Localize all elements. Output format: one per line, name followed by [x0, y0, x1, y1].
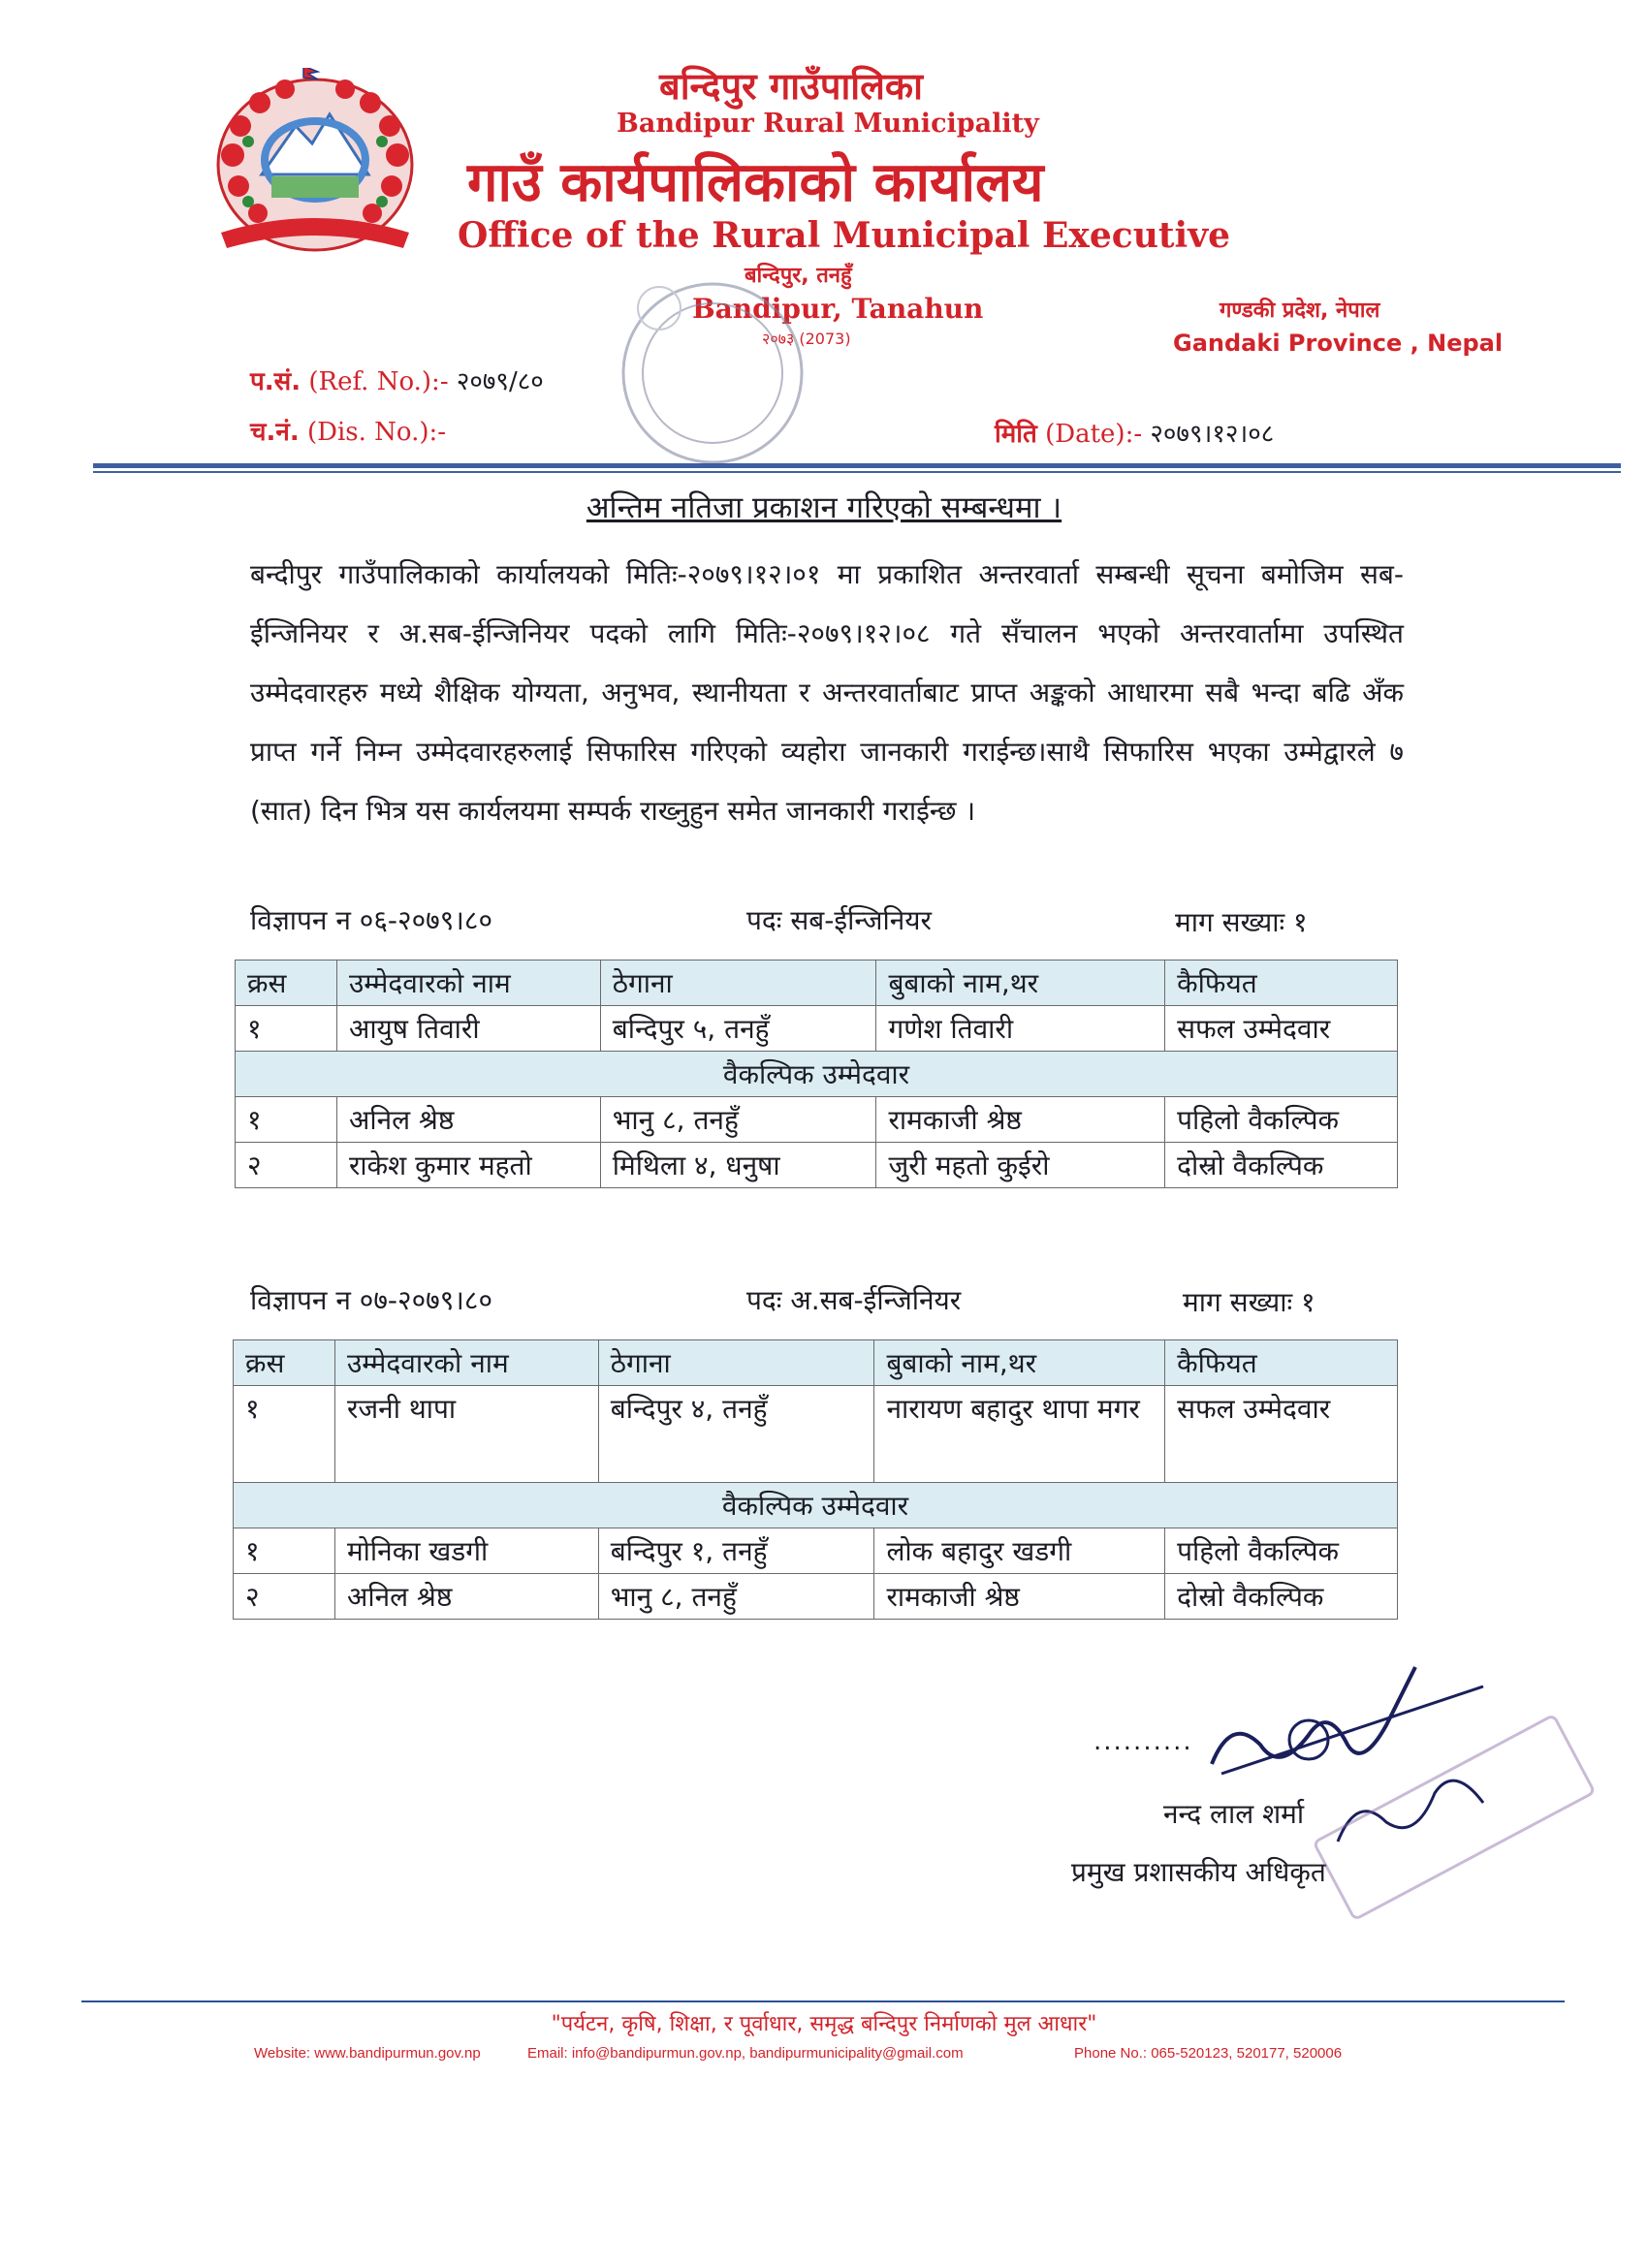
- results-table-1: [235, 960, 1398, 1188]
- footer-phone: Phone No.: 065-520123, 520177, 520006: [1074, 2045, 1343, 2062]
- cell-name: रजनी थापा: [334, 1386, 598, 1483]
- table-row: [236, 1097, 1398, 1143]
- header-divider: [93, 463, 1621, 468]
- letter-date: मिति (Date):- २०७९।१२।०८: [995, 420, 1275, 449]
- footer-divider: [81, 2000, 1565, 2002]
- office-name-np: गाउँ कार्यपालिकाको कार्यालय: [467, 151, 1044, 214]
- signature-line: ..........: [1093, 1727, 1193, 1756]
- cell-remarks: सफल उम्मेदवार: [1165, 1006, 1398, 1052]
- letter-subject: अन्तिम नतिजा प्रकाशन गरिएको सम्बन्धमा ।: [586, 490, 1062, 525]
- cell-remarks: दोस्रो वैकल्पिक: [1165, 1574, 1398, 1620]
- table-header-row: [236, 961, 1398, 1006]
- footer-email: Email: info@bandipurmun.gov.np, bandipurmunicipality@gmail.com: [527, 2045, 964, 2062]
- cell-father: जुरी महतो कुईरो: [876, 1143, 1165, 1188]
- dispatch-number: च.नं. (Dis. No.):-: [250, 418, 447, 447]
- signatory-title: प्रमुख प्रशासकीय अधिकृत: [1071, 1856, 1326, 1888]
- cell-remarks: सफल उम्मेदवार: [1165, 1386, 1398, 1483]
- location-np: बन्दिपुर, तनहुँ: [745, 264, 852, 288]
- cell-father: नारायण बहादुर थापा मगर: [874, 1386, 1165, 1483]
- province-np: गण्डकी प्रदेश, नेपाल: [1220, 299, 1380, 323]
- post-1: पदः सब-ईन्जिनियर: [746, 904, 932, 936]
- alternate-heading-row: [234, 1483, 1398, 1528]
- ad-number-2: विज्ञापन न ०७-२०७९।८०: [250, 1284, 493, 1316]
- alternate-heading-row: [236, 1052, 1398, 1097]
- table-row: [234, 1386, 1398, 1483]
- results-table-2: [233, 1339, 1398, 1620]
- cell-address: भानु ८, तनहुँ: [600, 1097, 876, 1143]
- header-address: ठेगाना: [600, 961, 876, 1006]
- cell-sn: १: [234, 1386, 335, 1483]
- cell-name: राकेश कुमार महतो: [336, 1143, 600, 1188]
- table-row: [236, 1006, 1398, 1052]
- location-en: Bandipur, Tanahun: [692, 293, 984, 325]
- header-father: बुबाको नाम,थर: [874, 1340, 1165, 1386]
- municipality-name-np: बन्दिपुर गाउँपालिका: [659, 65, 923, 108]
- cell-address: बन्दिपुर ५, तनहुँ: [600, 1006, 876, 1052]
- cell-address: बन्दिपुर ४, तनहुँ: [598, 1386, 874, 1483]
- province-en: Gandaki Province , Nepal: [1173, 330, 1504, 357]
- nepal-emblem-logo: [204, 68, 427, 262]
- header-remarks: कैफियत: [1165, 961, 1398, 1006]
- cell-name: अनिल श्रेष्ठ: [334, 1574, 598, 1620]
- cell-name: अनिल श्रेष्ठ: [336, 1097, 600, 1143]
- cell-remarks: पहिलो वैकल्पिक: [1165, 1097, 1398, 1143]
- ad-number-1: विज्ञापन न ०६-२०७९।८०: [250, 904, 493, 936]
- cell-address: मिथिला ४, धनुषा: [600, 1143, 876, 1188]
- cell-sn: २: [236, 1143, 337, 1188]
- cell-father: रामकाजी श्रेष्ठ: [876, 1097, 1165, 1143]
- cell-sn: १: [236, 1006, 337, 1052]
- established-year: २०७३ (2073): [762, 330, 851, 348]
- office-name-en: Office of the Rural Municipal Executive: [458, 215, 1231, 256]
- table-row: [234, 1574, 1398, 1620]
- municipality-name-en: Bandipur Rural Municipality: [617, 109, 1039, 139]
- header-sn: क्रस: [236, 961, 337, 1006]
- ref-number: प.सं. (Ref. No.):- २०७९/८०: [250, 367, 544, 396]
- cell-address: बन्दिपुर १, तनहुँ: [598, 1528, 874, 1574]
- demand-count-2: माग सख्याः १: [1183, 1286, 1315, 1318]
- footer-motto: "पर्यटन, कृषि, शिक्षा, र पूर्वाधार, समृद्ध बन्दिपुर निर्माणको मुल आधार": [551, 2012, 1097, 2036]
- cell-sn: १: [234, 1528, 335, 1574]
- header-name: उम्मेदवारको नाम: [334, 1340, 598, 1386]
- cell-name: आयुष तिवारी: [336, 1006, 600, 1052]
- cell-sn: १: [236, 1097, 337, 1143]
- post-2: पदः अ.सब-ईन्जिनियर: [746, 1284, 962, 1316]
- signatory-name: नन्द लाल शर्मा: [1163, 1798, 1305, 1830]
- demand-count-1: माग सख्याः १: [1175, 906, 1308, 938]
- alternate-heading: वैकल्पिक उम्मेदवार: [236, 1052, 1398, 1097]
- alternate-heading: वैकल्पिक उम्मेदवार: [234, 1483, 1398, 1528]
- header-sn: क्रस: [234, 1340, 335, 1386]
- table-row: [234, 1528, 1398, 1574]
- cell-father: रामकाजी श्रेष्ठ: [874, 1574, 1165, 1620]
- table-header-row: [234, 1340, 1398, 1386]
- header-divider-thin: [93, 471, 1621, 473]
- table-row: [236, 1143, 1398, 1188]
- footer-website: Website: www.bandipurmun.gov.np: [254, 2045, 481, 2062]
- cell-father: गणेश तिवारी: [876, 1006, 1165, 1052]
- cell-address: भानु ८, तनहुँ: [598, 1574, 874, 1620]
- letter-body: बन्दीपुर गाउँपालिकाको कार्यालयको मितिः-२०७९।१२।०१ मा प्रकाशित अन्तरवार्ता सम्बन्धी सूचना बमोजिम सब-ईन्जिनियर र अ.सब-ईन्जिनियर पदको लागि मितिः-२०७९।१२।०८ गते सँचालन भएको अन्तरवार्तामा उपस्थित उम्मेदवारहरु मध्ये शैक्षिक योग्यता, अनुभव, स्थानीयता र अन्तरवार्ताबाट प्राप्त अङ्कको आधारमा सबै भन्दा बढि अँक प्राप्त गर्ने निम्न उम्मेदवारहरुलाई सिफारिस गरिएको व्यहोरा जानकारी गराईन्छ।साथै सिफारिस भएका उम्मेद्वारले ७ (सात) दिन भित्र यस कार्यलयमा सम्पर्क राख्नुहुन समेत जानकारी गराईन्छ ।: [250, 558, 1404, 827]
- header-remarks: कैफियत: [1165, 1340, 1398, 1386]
- cell-name: मोनिका खडगी: [334, 1528, 598, 1574]
- header-address: ठेगाना: [598, 1340, 874, 1386]
- cell-father: लोक बहादुर खडगी: [874, 1528, 1165, 1574]
- cell-remarks: दोस्रो वैकल्पिक: [1165, 1143, 1398, 1188]
- officer-stamp: [1299, 1706, 1609, 1929]
- office-stamp: [601, 262, 824, 485]
- header-name: उम्मेदवारको नाम: [336, 961, 600, 1006]
- cell-sn: २: [234, 1574, 335, 1620]
- cell-remarks: पहिलो वैकल्पिक: [1165, 1528, 1398, 1574]
- header-father: बुबाको नाम,थर: [876, 961, 1165, 1006]
